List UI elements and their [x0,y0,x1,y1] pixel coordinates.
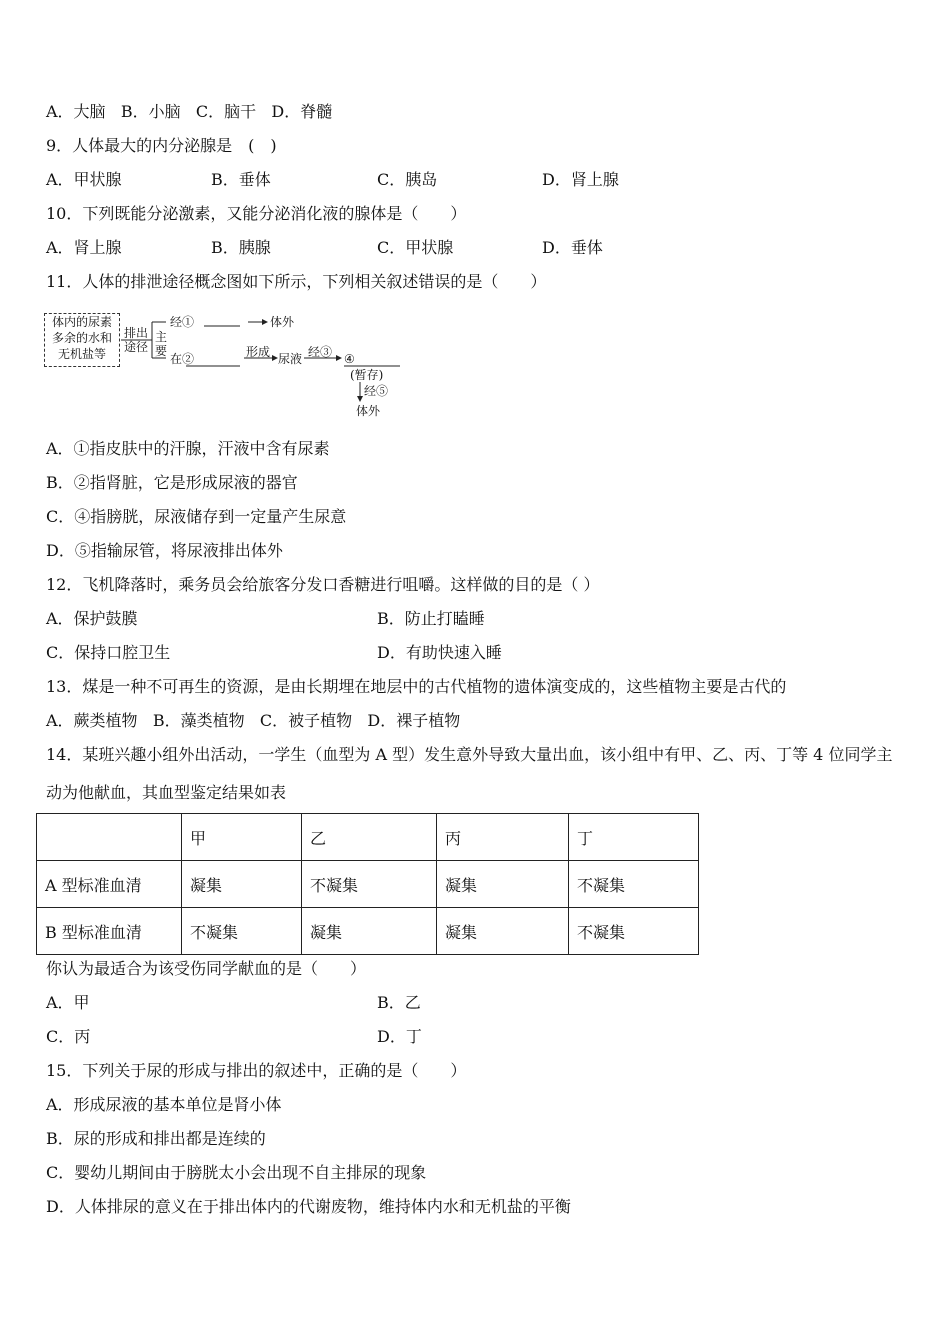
q12-option-d: D．有助快速入睡 [377,643,502,662]
q15-stem: 15．下列关于尿的形成与排出的叙述中，正确的是（ ） [46,1061,467,1080]
q8-option-b: B．小脑 [120,102,181,121]
q13-option-a: A．蕨类植物 [46,711,138,730]
table-cell: 不凝集 [569,908,699,955]
q8-option-c: C．脑干 [195,102,257,121]
excretion-concept-diagram [44,312,414,422]
q11-option-d: D．⑤指输尿管，将尿液排出体外 [46,541,283,560]
table-cell: B 型标准血清 [37,908,182,955]
q14-option-d: D．丁 [377,1027,422,1046]
q8-option-d: D．脊髓 [271,102,333,121]
q14-stem-line-2: 动为他献血，其血型鉴定结果如表 [46,783,287,802]
out-1-label: 体外 [270,315,295,329]
table-header-cell: 丁 [569,814,699,861]
via-3-label: 经③ [308,345,333,359]
table-cell: 不凝集 [182,908,302,955]
q10-option-b: B．胰腺 [211,238,271,257]
q14-option-b: B．乙 [377,993,421,1012]
q13-option-c: C．被子植物 [259,711,353,730]
q10-option-a: A．肾上腺 [46,238,122,257]
q11-stem: 11．人体的排泄途径概念图如下所示，下列相关叙述错误的是（ ） [46,272,547,291]
table-cell: 凝集 [182,861,302,908]
table-header-row [37,814,699,861]
form-label: 形成 [246,345,271,359]
q10-option-c: C．甲状腺 [377,238,454,257]
q15-option-c: C．婴幼儿期间由于膀胱太小会出现不自主排尿的现象 [46,1163,427,1182]
q9-stem: 9．人体最大的内分泌腺是 ( ) [46,136,277,155]
q13-option-b: B．藻类植物 [152,711,245,730]
urine-label: 尿液 [278,352,303,366]
q13-options [46,711,460,731]
q12-option-a: A．保护鼓膜 [46,609,138,628]
q9-option-c: C．胰岛 [377,170,438,189]
q14-option-a: A．甲 [46,993,90,1012]
q9-option-a: A．甲状腺 [46,170,122,189]
q12-stem: 12．飞机降落时，乘务员会给旅客分发口香糖进行咀嚼。这样做的目的是（ ） [46,575,600,594]
table-header-cell [37,814,182,861]
q15-option-d: D．人体排尿的意义在于排出体内的代谢废物，维持体内水和无机盐的平衡 [46,1197,571,1216]
q12-option-c: C．保持口腔卫生 [46,643,171,662]
table-header-cell: 丙 [437,814,569,861]
q11-option-c: C．④指膀胱，尿液储存到一定量产生尿意 [46,507,347,526]
q13-option-d: D．裸子植物 [367,711,461,730]
q14-option-c: C．丙 [46,1027,91,1046]
q8-options [46,102,332,122]
q14-question: 你认为最适合为该受伤同学献血的是（ ） [46,959,367,978]
box-line-3: 无机盐等 [57,347,106,361]
q15-option-a: A．形成尿液的基本单位是肾小体 [46,1095,282,1114]
q9-option-b: B．垂体 [211,170,271,189]
table-cell: 凝集 [302,908,437,955]
in-2-label: 在② [170,352,195,366]
q15-option-b: B．尿的形成和排出都是连续的 [46,1129,266,1148]
table-row [37,908,699,955]
route-label-2: 途径 [124,340,149,354]
table-header-cell: 乙 [302,814,437,861]
q14-stem-line-1: 14．某班兴趣小组外出活动，一学生（血型为 A 型）发生意外导致大量出血，该小组中有甲、乙、丙、丁等 4 位同学主 [46,745,893,764]
q11-option-b: B．②指肾脏，它是形成尿液的器官 [46,473,298,492]
temp-storage-label: (暂存) [350,368,384,382]
q13-stem: 13．煤是一种不可再生的资源，是由长期埋在地层中的古代植物的遗体演变成的，这些植物主要是古代的 [46,677,787,696]
q8-option-a: A．大脑 [46,102,106,121]
table-row [37,861,699,908]
route-label-1: 排出 [124,326,149,340]
q9-option-d: D．肾上腺 [542,170,619,189]
main-label-1: 主 [155,330,168,344]
q10-stem: 10．下列既能分泌激素，又能分泌消化液的腺体是（ ） [46,204,467,223]
node-4-label: ④ [344,352,355,366]
table-cell: 不凝集 [569,861,699,908]
q12-option-b: B．防止打瞌睡 [377,609,485,628]
table-header-cell: 甲 [182,814,302,861]
via-5-label: 经⑤ [364,384,389,398]
table-cell: 凝集 [437,861,569,908]
q10-option-d: D．垂体 [542,238,603,257]
q11-option-a: A．①指皮肤中的汗腺，汗液中含有尿素 [46,439,330,458]
table-cell: A 型标准血清 [37,861,182,908]
blood-type-table [36,813,699,955]
main-label-2: 要 [155,344,168,358]
via-1-label: 经① [170,315,195,329]
box-line-2: 多余的水和 [51,331,112,345]
table-cell: 不凝集 [302,861,437,908]
out-2-label: 体外 [356,404,381,418]
table-cell: 凝集 [437,908,569,955]
box-line-1: 体内的尿素 [51,315,112,329]
